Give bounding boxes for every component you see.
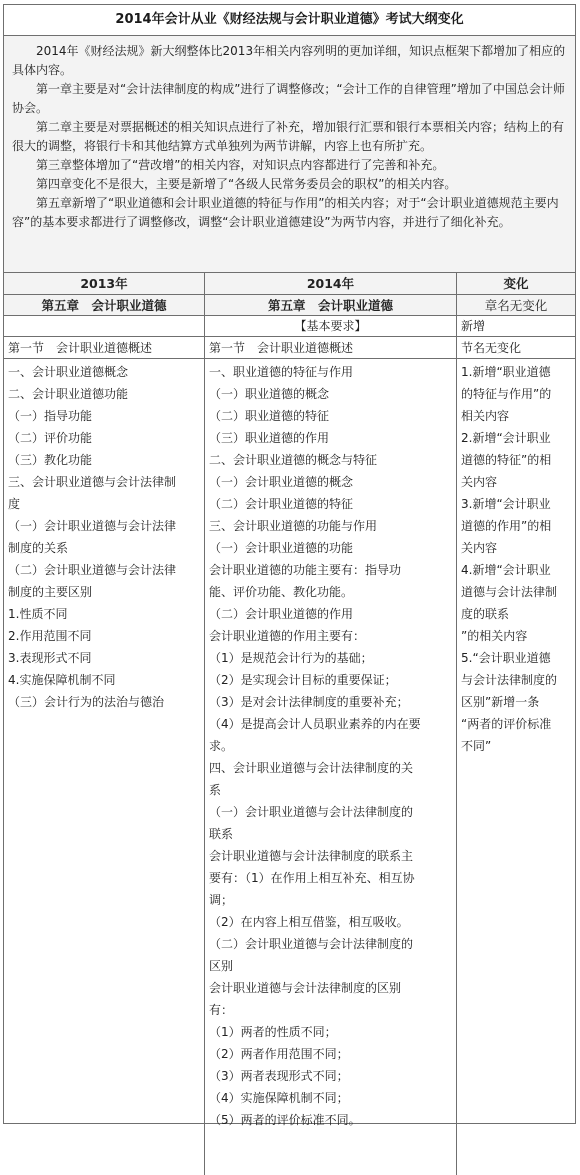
content-line: 会计职业道德的作用主要有：	[209, 629, 366, 643]
content-line: （1）是规范会计行为的基础；	[209, 651, 373, 665]
content-line: 相关内容	[461, 409, 510, 423]
content-line: （3）两者表现形式不同；	[209, 1069, 349, 1083]
table-header-row	[4, 273, 575, 295]
content-line: 会计职业道德的功能主要有：指导功	[209, 563, 402, 577]
content-line: 三、会计职业道德的功能与作用	[209, 519, 378, 533]
content-line: 会计职业道德与会计法律制度的区别	[209, 981, 402, 995]
content-line: （二）会计职业道德与会计法律	[8, 563, 177, 577]
content-line: 不同”	[461, 739, 492, 753]
content-line: 4.新增“会计职业	[461, 563, 551, 577]
content-line: （2）两者作用范围不同；	[209, 1047, 349, 1061]
content-line: 5.“会计职业道德	[461, 651, 551, 665]
content-line: 二、会计职业道德的概念与特征	[209, 453, 378, 467]
requirement-2013-empty	[4, 316, 205, 336]
content-line: 2.新增“会计职业	[461, 431, 551, 445]
content-line: （2）是实现会计目标的重要保证；	[209, 673, 397, 687]
content-line: 关内容	[461, 541, 498, 555]
content-line: 制度的关系	[8, 541, 69, 555]
chapter-2014: 第五章 会计职业道德	[205, 295, 457, 315]
content-line: 区别”新增一条	[461, 695, 540, 709]
content-line: （二）会计职业道德的特征	[209, 497, 354, 511]
content-line: 有：	[209, 1003, 234, 1017]
content-line: 道德的作用”的相	[461, 519, 552, 533]
content-line: 求。	[209, 739, 234, 753]
content-line: （3）是对会计法律制度的重要补充；	[209, 695, 409, 709]
content-line: 道德的特征”的相	[461, 453, 552, 467]
content-line: 一、职业道德的特征与作用	[209, 365, 354, 379]
document-title: 2014年会计从业《财经法规与会计职业道德》考试大纲变化	[4, 5, 575, 36]
summary-block	[4, 36, 575, 273]
summary-paragraph: 第一章主要是对“会计法律制度的构成”进行了调整修改；“会计工作的自律管理”增加了中国总会计师协会。	[12, 82, 565, 115]
content-2013	[4, 359, 205, 1175]
content-line: （4）实施保障机制不同；	[209, 1091, 349, 1105]
content-line: 会计职业道德与会计法律制度的联系主	[209, 849, 414, 863]
content-line: （一）会计职业道德与会计法律制度的	[209, 805, 414, 819]
chapter-row	[4, 295, 575, 316]
content-line: （三）教化功能	[8, 453, 93, 467]
content-line: （二）评价功能	[8, 431, 93, 445]
content-line: 系	[209, 783, 222, 797]
content-line: 联系	[209, 827, 234, 841]
header-change: 变化	[457, 273, 575, 294]
header-2014: 2014年	[205, 273, 457, 294]
content-line: 与会计法律制度的	[461, 673, 558, 687]
content-line: 能、评价功能、教化功能。	[209, 585, 354, 599]
content-line: 4.实施保障机制不同	[8, 673, 116, 687]
content-line: （一）会计职业道德的功能	[209, 541, 354, 555]
content-line: （1）两者的性质不同；	[209, 1025, 337, 1039]
content-line: （2）在内容上相互借鉴，相互吸收。	[209, 915, 409, 929]
section-row	[4, 337, 575, 359]
content-change	[457, 359, 575, 1175]
content-line: 四、会计职业道德与会计法律制度的关	[209, 761, 414, 775]
content-line: 一、会计职业道德概念	[8, 365, 129, 379]
summary-paragraph: 第四章变化不是很大，主要是新增了“各级人民常务委员会的职权”的相关内容。	[36, 177, 457, 191]
content-line: 要有：（1）在作用上相互补充、相互协	[209, 871, 415, 885]
content-line: “两者的评价标准	[461, 717, 552, 731]
content-line: （二）会计职业道德的作用	[209, 607, 354, 621]
chapter-2013: 第五章 会计职业道德	[4, 295, 205, 315]
content-line: 的特征与作用”的	[461, 387, 552, 401]
content-line: （5）两者的评价标准不同。	[209, 1113, 361, 1127]
content-line: 3.新增“会计职业	[461, 497, 551, 511]
content-line: （一）会计职业道德的概念	[209, 475, 354, 489]
content-line: （三）会计行为的法治与德治	[8, 695, 165, 709]
summary-paragraph: 第五章新增了“职业道德和会计职业道德的特征与作用”的相关内容；对于“会计职业道德规范主要内容”的基本要求都进行了调整修改，调整“会计职业道德建设”为两节内容，并进行了细化补充。	[12, 196, 559, 229]
content-line: （二）职业道德的特征	[209, 409, 330, 423]
content-line: 道德与会计法律制	[461, 585, 558, 599]
requirement-2014: 【基本要求】	[205, 316, 457, 336]
content-line: （4）是提高会计人员职业素养的内在要	[209, 717, 421, 731]
section-change: 节名无变化	[461, 341, 522, 355]
summary-paragraph: 第三章整体增加了“营改增”的相关内容，对知识点内容都进行了完善和补充。	[36, 158, 445, 172]
section-2014: 第一节 会计职业道德概述	[205, 337, 457, 358]
summary-paragraph: 第二章主要是对票据概述的相关知识点进行了补充，增加银行汇票和银行本票相关内容；结构上的有很大的调整，将银行卡和其他结算方式单独列为两节讲解，内容上也有所扩充。	[12, 120, 565, 153]
content-line: 关内容	[461, 475, 498, 489]
content-row	[4, 359, 575, 1175]
content-line: 1.新增“职业道德	[461, 365, 551, 379]
requirement-change: 新增	[461, 319, 486, 333]
document-page	[3, 4, 576, 1127]
content-line: 度的联系	[461, 607, 510, 621]
content-2014	[205, 359, 457, 1175]
content-line: 二、会计职业道德功能	[8, 387, 129, 401]
content-line: 1.性质不同	[8, 607, 68, 621]
content-line: 制度的主要区别	[8, 585, 93, 599]
summary-paragraph: 2014年《财经法规》新大纲整体比2013年相关内容列明的更加详细，知识点框架下都增加了相应的具体内容。	[12, 44, 566, 77]
comparison-table	[4, 273, 575, 1175]
content-line: （三）职业道德的作用	[209, 431, 330, 445]
content-line: 度	[8, 497, 21, 511]
content-line: 调；	[209, 893, 234, 907]
requirement-row	[4, 316, 575, 337]
content-line: 三、会计职业道德与会计法律制	[8, 475, 177, 489]
chapter-change: 章名无变化	[457, 295, 575, 315]
content-line: ”的相关内容	[461, 629, 528, 643]
header-2013: 2013年	[4, 273, 205, 294]
section-2013: 第一节 会计职业道德概述	[4, 337, 205, 358]
content-line: （一）会计职业道德与会计法律	[8, 519, 177, 533]
content-line: 2.作用范围不同	[8, 629, 92, 643]
content-line: 区别	[209, 959, 234, 973]
content-line: （一）指导功能	[8, 409, 93, 423]
content-line: （一）职业道德的概念	[209, 387, 330, 401]
content-line: （二）会计职业道德与会计法律制度的	[209, 937, 414, 951]
content-line: 3.表现形式不同	[8, 651, 92, 665]
